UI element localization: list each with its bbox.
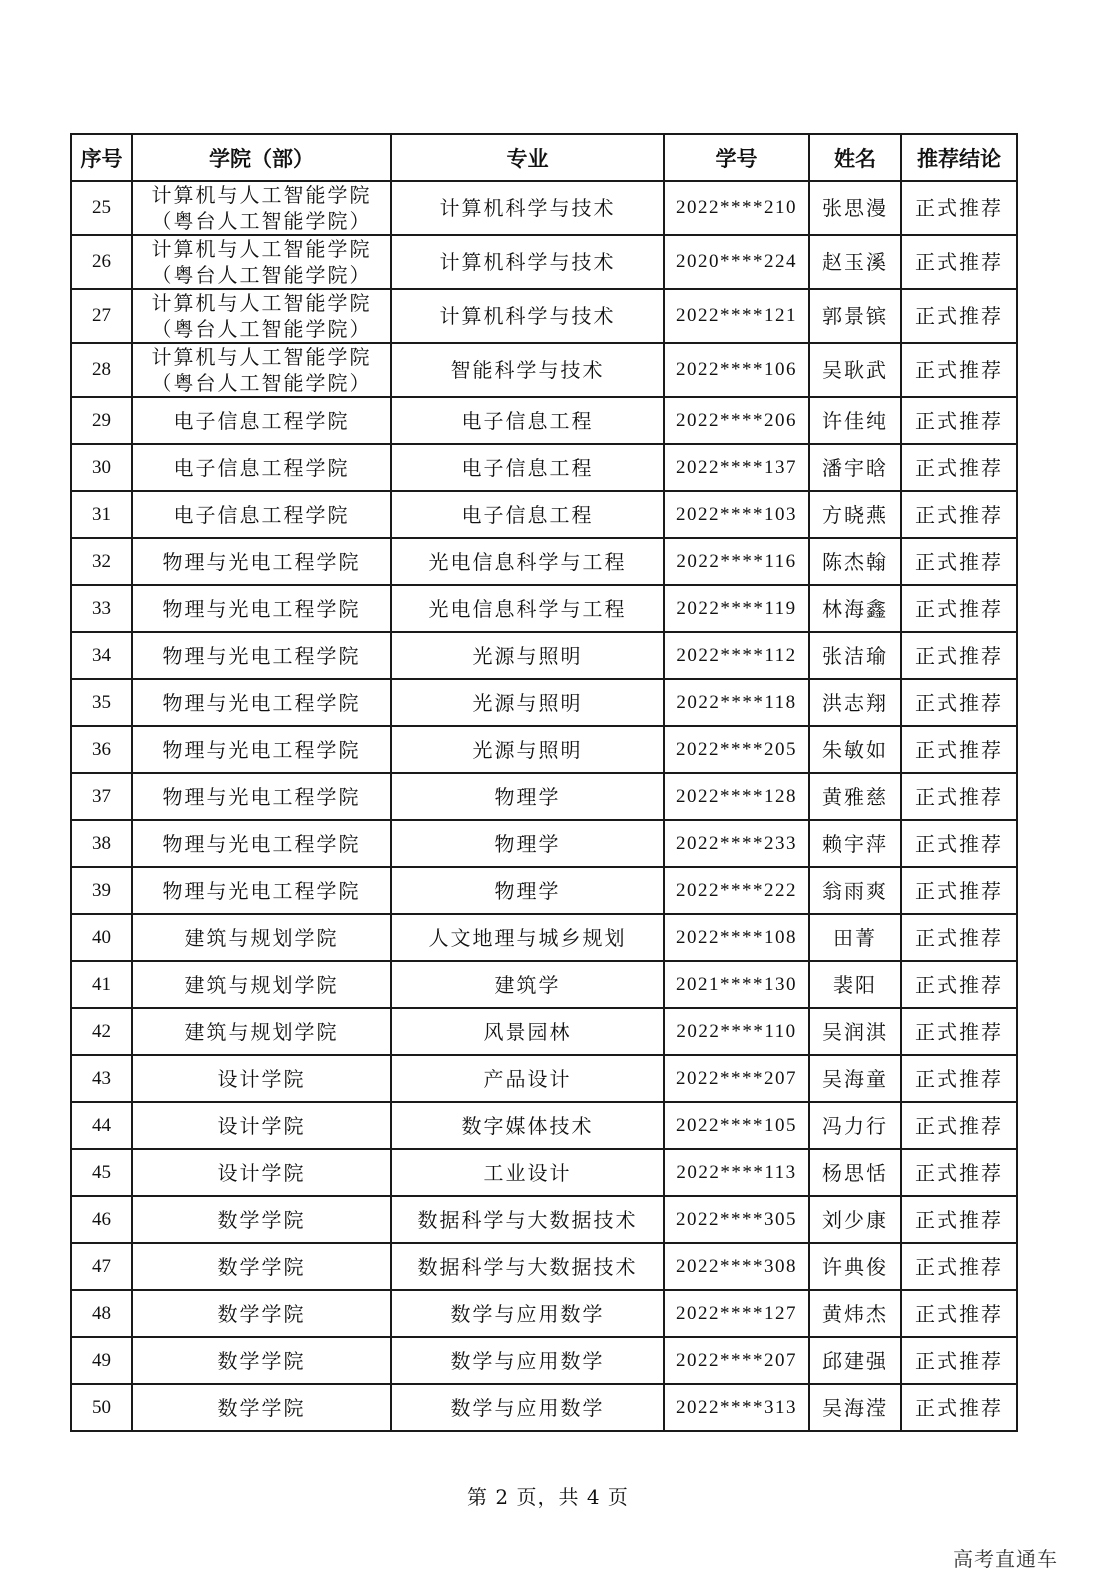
college-line: 设计学院: [217, 1113, 306, 1138]
cell-major: 光电信息科学与工程: [391, 585, 664, 632]
cell-student-id: 2022****113: [664, 1149, 809, 1196]
college-line: 数学学院: [217, 1348, 306, 1373]
cell-serial-number: 33: [71, 585, 132, 632]
cell-student-id: 2022****308: [664, 1243, 809, 1290]
cell-serial-number: 29: [71, 397, 132, 444]
cell-major: 数据科学与大数据技术: [391, 1243, 664, 1290]
cell-college: [132, 679, 391, 726]
cell-student-id: 2022****207: [664, 1337, 809, 1384]
table-row: [71, 867, 1017, 914]
cell-college: [132, 632, 391, 679]
college-line: 物理与光电工程学院: [162, 737, 361, 762]
cell-college: [132, 235, 391, 289]
cell-college: [132, 397, 391, 444]
college-line: 计算机与人工智能学院: [151, 183, 372, 207]
cell-result: 正式推荐: [901, 679, 1017, 726]
table-row: [71, 914, 1017, 961]
cell-result: 正式推荐: [901, 491, 1017, 538]
cell-serial-number: 50: [71, 1384, 132, 1431]
cell-serial-number: 35: [71, 679, 132, 726]
cell-student-id: 2022****105: [664, 1102, 809, 1149]
recommendation-table: [70, 133, 1018, 1432]
college-line: 物理与光电工程学院: [162, 878, 361, 903]
college-line: 电子信息工程学院: [173, 455, 350, 480]
cell-result: 正式推荐: [901, 1055, 1017, 1102]
college-line: 建筑与规划学院: [184, 972, 339, 997]
cell-result: 正式推荐: [901, 444, 1017, 491]
header-major: 专业: [391, 134, 664, 181]
cell-college: [132, 1196, 391, 1243]
table-row: [71, 773, 1017, 820]
table-row: [71, 235, 1017, 289]
college-line: （粤台人工智能学院）: [151, 317, 372, 341]
cell-name: 吴耿武: [809, 343, 901, 397]
table-row: [71, 181, 1017, 235]
cell-student-id: 2022****127: [664, 1290, 809, 1337]
cell-serial-number: 43: [71, 1055, 132, 1102]
cell-college: [132, 1008, 391, 1055]
table-row: [71, 726, 1017, 773]
cell-major: 电子信息工程: [391, 444, 664, 491]
cell-student-id: 2022****210: [664, 181, 809, 235]
cell-serial-number: 47: [71, 1243, 132, 1290]
table-header-row: [71, 134, 1017, 181]
cell-name: 邱建强: [809, 1337, 901, 1384]
cell-name: 赖宇萍: [809, 820, 901, 867]
cell-result: 正式推荐: [901, 181, 1017, 235]
college-line: 物理与光电工程学院: [162, 690, 361, 715]
cell-student-id: 2022****137: [664, 444, 809, 491]
cell-result: 正式推荐: [901, 1149, 1017, 1196]
cell-result: 正式推荐: [901, 820, 1017, 867]
cell-name: 许佳纯: [809, 397, 901, 444]
cell-name: 吴海滢: [809, 1384, 901, 1431]
cell-college: [132, 1290, 391, 1337]
cell-serial-number: 31: [71, 491, 132, 538]
cell-name: 杨思恬: [809, 1149, 901, 1196]
header-student-id: 学号: [664, 134, 809, 181]
cell-student-id: 2022****222: [664, 867, 809, 914]
cell-major: 光源与照明: [391, 632, 664, 679]
cell-student-id: 2022****112: [664, 632, 809, 679]
cell-major: 计算机科学与技术: [391, 235, 664, 289]
cell-serial-number: 25: [71, 181, 132, 235]
cell-college: [132, 726, 391, 773]
cell-serial-number: 48: [71, 1290, 132, 1337]
cell-name: 方晓燕: [809, 491, 901, 538]
cell-major: 光源与照明: [391, 679, 664, 726]
cell-name: 田菁: [809, 914, 901, 961]
cell-college: [132, 289, 391, 343]
cell-major: 人文地理与城乡规划: [391, 914, 664, 961]
table-row: [71, 632, 1017, 679]
cell-student-id: 2022****121: [664, 289, 809, 343]
cell-result: 正式推荐: [901, 961, 1017, 1008]
cell-serial-number: 39: [71, 867, 132, 914]
college-line: 数学学院: [217, 1207, 306, 1232]
cell-student-id: 2022****103: [664, 491, 809, 538]
college-line: （粤台人工智能学院）: [151, 209, 372, 233]
college-line: 计算机与人工智能学院: [151, 345, 372, 369]
table-row: [71, 1337, 1017, 1384]
cell-student-id: 2022****108: [664, 914, 809, 961]
cell-student-id: 2022****205: [664, 726, 809, 773]
cell-serial-number: 44: [71, 1102, 132, 1149]
cell-student-id: 2022****119: [664, 585, 809, 632]
college-line: 电子信息工程学院: [173, 408, 350, 433]
cell-college: [132, 538, 391, 585]
college-line: 物理与光电工程学院: [162, 643, 361, 668]
cell-result: 正式推荐: [901, 585, 1017, 632]
recommendation-table-container: [70, 133, 1016, 1432]
cell-serial-number: 32: [71, 538, 132, 585]
header-result: 推荐结论: [901, 134, 1017, 181]
table-row: [71, 444, 1017, 491]
cell-name: 许典俊: [809, 1243, 901, 1290]
cell-name: 吴海童: [809, 1055, 901, 1102]
cell-college: [132, 961, 391, 1008]
cell-name: 裴阳: [809, 961, 901, 1008]
cell-name: 张思漫: [809, 181, 901, 235]
table-row: [71, 1008, 1017, 1055]
cell-major: 物理学: [391, 867, 664, 914]
cell-result: 正式推荐: [901, 1243, 1017, 1290]
cell-college: [132, 491, 391, 538]
cell-major: 建筑学: [391, 961, 664, 1008]
cell-result: 正式推荐: [901, 397, 1017, 444]
college-line: 计算机与人工智能学院: [151, 237, 372, 261]
cell-student-id: 2022****233: [664, 820, 809, 867]
cell-major: 工业设计: [391, 1149, 664, 1196]
cell-result: 正式推荐: [901, 726, 1017, 773]
cell-result: 正式推荐: [901, 773, 1017, 820]
college-line: 计算机与人工智能学院: [151, 291, 372, 315]
table-row: [71, 1384, 1017, 1431]
cell-result: 正式推荐: [901, 1008, 1017, 1055]
cell-result: 正式推荐: [901, 289, 1017, 343]
cell-college: [132, 343, 391, 397]
cell-college: [132, 444, 391, 491]
cell-result: 正式推荐: [901, 1337, 1017, 1384]
cell-college: [132, 820, 391, 867]
cell-major: 智能科学与技术: [391, 343, 664, 397]
cell-name: 刘少康: [809, 1196, 901, 1243]
cell-major: 产品设计: [391, 1055, 664, 1102]
cell-student-id: 2022****313: [664, 1384, 809, 1431]
table-row: [71, 397, 1017, 444]
cell-name: 林海鑫: [809, 585, 901, 632]
cell-serial-number: 45: [71, 1149, 132, 1196]
cell-major: 计算机科学与技术: [391, 289, 664, 343]
cell-name: 黄雅慈: [809, 773, 901, 820]
table-row: [71, 1243, 1017, 1290]
cell-serial-number: 49: [71, 1337, 132, 1384]
cell-result: 正式推荐: [901, 538, 1017, 585]
college-line: 物理与光电工程学院: [162, 596, 361, 621]
cell-college: [132, 585, 391, 632]
cell-name: 朱敏如: [809, 726, 901, 773]
cell-result: 正式推荐: [901, 914, 1017, 961]
cell-result: 正式推荐: [901, 235, 1017, 289]
college-line: 物理与光电工程学院: [162, 784, 361, 809]
cell-college: [132, 914, 391, 961]
cell-major: 数据科学与大数据技术: [391, 1196, 664, 1243]
cell-college: [132, 1055, 391, 1102]
cell-serial-number: 46: [71, 1196, 132, 1243]
cell-name: 赵玉溪: [809, 235, 901, 289]
college-line: 设计学院: [217, 1160, 306, 1185]
cell-result: 正式推荐: [901, 632, 1017, 679]
cell-major: 数学与应用数学: [391, 1290, 664, 1337]
cell-college: [132, 773, 391, 820]
cell-student-id: 2022****106: [664, 343, 809, 397]
college-line: 物理与光电工程学院: [162, 831, 361, 856]
cell-result: 正式推荐: [901, 1290, 1017, 1337]
cell-result: 正式推荐: [901, 1384, 1017, 1431]
college-line: 数学学院: [217, 1395, 306, 1420]
cell-name: 陈杰翰: [809, 538, 901, 585]
cell-serial-number: 42: [71, 1008, 132, 1055]
cell-serial-number: 28: [71, 343, 132, 397]
header-college: 学院（部）: [132, 134, 391, 181]
cell-serial-number: 27: [71, 289, 132, 343]
cell-student-id: 2022****116: [664, 538, 809, 585]
cell-major: 数学与应用数学: [391, 1384, 664, 1431]
cell-serial-number: 38: [71, 820, 132, 867]
cell-result: 正式推荐: [901, 1196, 1017, 1243]
table-row: [71, 1290, 1017, 1337]
cell-name: 吴润淇: [809, 1008, 901, 1055]
college-line: 设计学院: [217, 1066, 306, 1091]
college-line: 建筑与规划学院: [184, 1019, 339, 1044]
header-name: 姓名: [809, 134, 901, 181]
cell-name: 张洁瑜: [809, 632, 901, 679]
cell-student-id: 2021****130: [664, 961, 809, 1008]
table-row: [71, 820, 1017, 867]
cell-college: [132, 1243, 391, 1290]
cell-student-id: 2022****118: [664, 679, 809, 726]
cell-name: 潘宇晗: [809, 444, 901, 491]
cell-college: [132, 1337, 391, 1384]
cell-major: 数字媒体技术: [391, 1102, 664, 1149]
table-row: [71, 289, 1017, 343]
cell-college: [132, 1102, 391, 1149]
college-line: （粤台人工智能学院）: [151, 263, 372, 287]
cell-major: 物理学: [391, 820, 664, 867]
cell-result: 正式推荐: [901, 1102, 1017, 1149]
cell-result: 正式推荐: [901, 867, 1017, 914]
cell-serial-number: 26: [71, 235, 132, 289]
cell-student-id: 2022****110: [664, 1008, 809, 1055]
cell-major: 光源与照明: [391, 726, 664, 773]
cell-serial-number: 40: [71, 914, 132, 961]
cell-student-id: 2022****128: [664, 773, 809, 820]
cell-college: [132, 181, 391, 235]
cell-major: 物理学: [391, 773, 664, 820]
table-row: [71, 1149, 1017, 1196]
table-row: [71, 585, 1017, 632]
cell-major: 计算机科学与技术: [391, 181, 664, 235]
cell-serial-number: 34: [71, 632, 132, 679]
cell-name: 冯力行: [809, 1102, 901, 1149]
table-row: [71, 538, 1017, 585]
cell-major: 光电信息科学与工程: [391, 538, 664, 585]
cell-college: [132, 867, 391, 914]
college-line: 物理与光电工程学院: [162, 549, 361, 574]
cell-name: 翁雨爽: [809, 867, 901, 914]
cell-student-id: 2020****224: [664, 235, 809, 289]
cell-major: 电子信息工程: [391, 491, 664, 538]
cell-serial-number: 41: [71, 961, 132, 1008]
cell-serial-number: 30: [71, 444, 132, 491]
cell-college: [132, 1384, 391, 1431]
college-line: 数学学院: [217, 1254, 306, 1279]
cell-student-id: 2022****207: [664, 1055, 809, 1102]
cell-major: 电子信息工程: [391, 397, 664, 444]
table-row: [71, 679, 1017, 726]
cell-name: 郭景镔: [809, 289, 901, 343]
table-row: [71, 1102, 1017, 1149]
cell-result: 正式推荐: [901, 343, 1017, 397]
cell-serial-number: 36: [71, 726, 132, 773]
watermark-text: 高考直通车: [953, 1547, 1058, 1571]
cell-name: 洪志翔: [809, 679, 901, 726]
cell-student-id: 2022****305: [664, 1196, 809, 1243]
cell-student-id: 2022****206: [664, 397, 809, 444]
college-line: 数学学院: [217, 1301, 306, 1326]
table-body: [71, 181, 1017, 1431]
cell-name: 黄炜杰: [809, 1290, 901, 1337]
table-row: [71, 961, 1017, 1008]
table-row: [71, 1055, 1017, 1102]
college-line: （粤台人工智能学院）: [151, 371, 372, 395]
table-row: [71, 1196, 1017, 1243]
cell-serial-number: 37: [71, 773, 132, 820]
table-row: [71, 343, 1017, 397]
college-line: 电子信息工程学院: [173, 502, 350, 527]
header-serial-number: 序号: [71, 134, 132, 181]
cell-major: 风景园林: [391, 1008, 664, 1055]
cell-major: 数学与应用数学: [391, 1337, 664, 1384]
college-line: 建筑与规划学院: [184, 925, 339, 950]
page-number-footer: 第 2 页，共 4 页: [467, 1485, 629, 1509]
cell-college: [132, 1149, 391, 1196]
table-row: [71, 491, 1017, 538]
